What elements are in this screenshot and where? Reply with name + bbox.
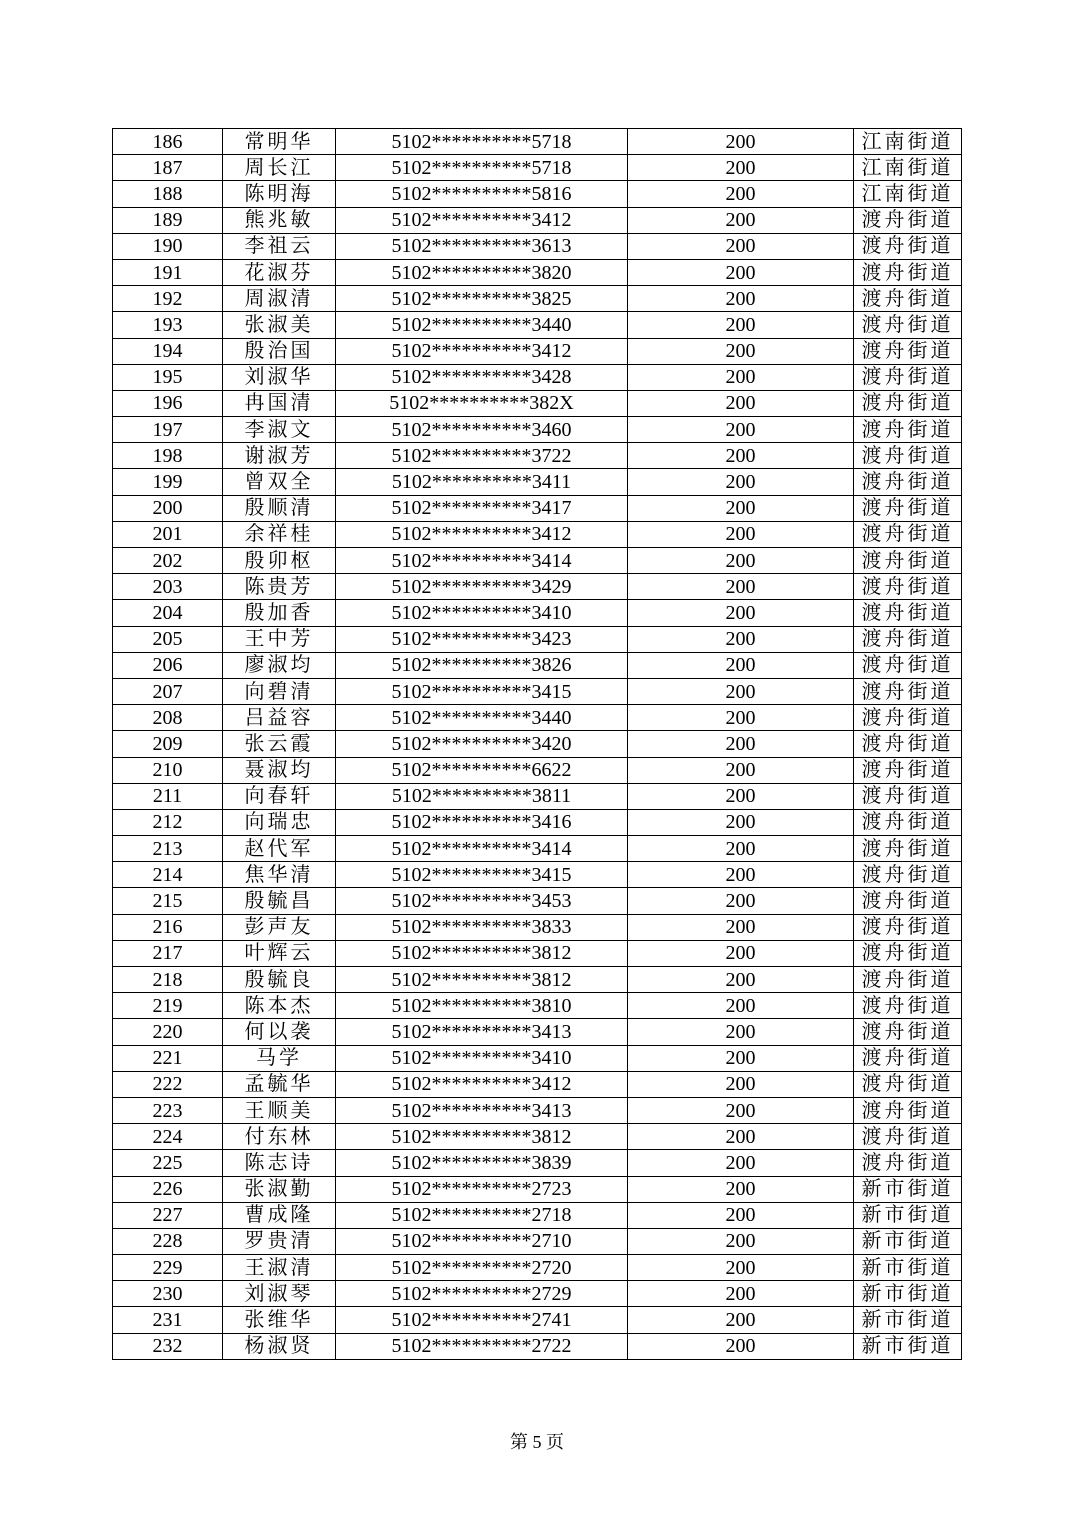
- row-number-cell: 220: [113, 1019, 223, 1045]
- row-number-cell: 225: [113, 1150, 223, 1176]
- street-cell: 渡舟街道: [854, 757, 962, 783]
- row-number-cell: 191: [113, 259, 223, 285]
- street-cell: 渡舟街道: [854, 809, 962, 835]
- table-row: [113, 940, 962, 966]
- row-number-cell: 214: [113, 862, 223, 888]
- street-cell: 渡舟街道: [854, 652, 962, 678]
- id-number-cell: 5102**********2729: [336, 1281, 628, 1307]
- amount-cell: 200: [628, 548, 854, 574]
- amount-cell: 200: [628, 233, 854, 259]
- table-row: [113, 600, 962, 626]
- row-number-cell: 194: [113, 338, 223, 364]
- name-cell: 向瑞忠: [223, 809, 336, 835]
- row-number-cell: 210: [113, 757, 223, 783]
- id-number-cell: 5102**********3412: [336, 521, 628, 547]
- row-number-cell: 204: [113, 600, 223, 626]
- street-cell: 渡舟街道: [854, 469, 962, 495]
- id-number-cell: 5102**********382X: [336, 390, 628, 416]
- table-row: [113, 155, 962, 181]
- street-cell: 渡舟街道: [854, 836, 962, 862]
- table-row: [113, 626, 962, 652]
- row-number-cell: 221: [113, 1045, 223, 1071]
- row-number-cell: 199: [113, 469, 223, 495]
- id-number-cell: 5102**********3414: [336, 548, 628, 574]
- recipient-table-body: [113, 129, 962, 1360]
- table-row: [113, 181, 962, 207]
- table-row: [113, 364, 962, 390]
- amount-cell: 200: [628, 600, 854, 626]
- street-cell: 新市街道: [854, 1228, 962, 1254]
- street-cell: 渡舟街道: [854, 678, 962, 704]
- id-number-cell: 5102**********3417: [336, 495, 628, 521]
- id-number-cell: 5102**********2722: [336, 1333, 628, 1359]
- page-number: 第 5 页: [510, 1432, 564, 1452]
- street-cell: 渡舟街道: [854, 1045, 962, 1071]
- row-number-cell: 186: [113, 129, 223, 155]
- street-cell: 渡舟街道: [854, 417, 962, 443]
- id-number-cell: 5102**********3826: [336, 652, 628, 678]
- name-cell: 常明华: [223, 129, 336, 155]
- street-cell: 渡舟街道: [854, 705, 962, 731]
- table-row: [113, 1202, 962, 1228]
- table-row: [113, 259, 962, 285]
- table-row: [113, 705, 962, 731]
- street-cell: 渡舟街道: [854, 548, 962, 574]
- row-number-cell: 195: [113, 364, 223, 390]
- name-cell: 廖淑均: [223, 652, 336, 678]
- amount-cell: 200: [628, 469, 854, 495]
- table-row: [113, 1307, 962, 1333]
- amount-cell: 200: [628, 181, 854, 207]
- table-row: [113, 338, 962, 364]
- name-cell: 焦华清: [223, 862, 336, 888]
- street-cell: 渡舟街道: [854, 574, 962, 600]
- row-number-cell: 190: [113, 233, 223, 259]
- name-cell: 花淑芬: [223, 259, 336, 285]
- name-cell: 孟毓华: [223, 1071, 336, 1097]
- id-number-cell: 5102**********3820: [336, 259, 628, 285]
- amount-cell: 200: [628, 1124, 854, 1150]
- table-row: [113, 993, 962, 1019]
- name-cell: 付东林: [223, 1124, 336, 1150]
- id-number-cell: 5102**********3423: [336, 626, 628, 652]
- name-cell: 赵代军: [223, 836, 336, 862]
- table-row: [113, 548, 962, 574]
- row-number-cell: 211: [113, 783, 223, 809]
- amount-cell: 200: [628, 652, 854, 678]
- amount-cell: 200: [628, 312, 854, 338]
- name-cell: 曾双全: [223, 469, 336, 495]
- name-cell: 王中芳: [223, 626, 336, 652]
- id-number-cell: 5102**********3414: [336, 836, 628, 862]
- row-number-cell: 218: [113, 967, 223, 993]
- name-cell: 谢淑芳: [223, 443, 336, 469]
- amount-cell: 200: [628, 574, 854, 600]
- row-number-cell: 212: [113, 809, 223, 835]
- table-row: [113, 129, 962, 155]
- name-cell: 陈志诗: [223, 1150, 336, 1176]
- name-cell: 殷治国: [223, 338, 336, 364]
- street-cell: 渡舟街道: [854, 1150, 962, 1176]
- id-number-cell: 5102**********2723: [336, 1176, 628, 1202]
- amount-cell: 200: [628, 783, 854, 809]
- id-number-cell: 5102**********3429: [336, 574, 628, 600]
- row-number-cell: 219: [113, 993, 223, 1019]
- amount-cell: 200: [628, 678, 854, 704]
- street-cell: 渡舟街道: [854, 233, 962, 259]
- id-number-cell: 5102**********2718: [336, 1202, 628, 1228]
- street-cell: 渡舟街道: [854, 993, 962, 1019]
- amount-cell: 200: [628, 1176, 854, 1202]
- amount-cell: 200: [628, 443, 854, 469]
- id-number-cell: 5102**********3839: [336, 1150, 628, 1176]
- name-cell: 冉国清: [223, 390, 336, 416]
- name-cell: 马学: [223, 1045, 336, 1071]
- id-number-cell: 5102**********3412: [336, 338, 628, 364]
- table-row: [113, 757, 962, 783]
- row-number-cell: 209: [113, 731, 223, 757]
- street-cell: 渡舟街道: [854, 364, 962, 390]
- id-number-cell: 5102**********5718: [336, 129, 628, 155]
- name-cell: 杨淑贤: [223, 1333, 336, 1359]
- table-row: [113, 678, 962, 704]
- id-number-cell: 5102**********6622: [336, 757, 628, 783]
- row-number-cell: 227: [113, 1202, 223, 1228]
- street-cell: 渡舟街道: [854, 967, 962, 993]
- table-row: [113, 1019, 962, 1045]
- id-number-cell: 5102**********3410: [336, 600, 628, 626]
- table-row: [113, 495, 962, 521]
- street-cell: 新市街道: [854, 1281, 962, 1307]
- name-cell: 张云霞: [223, 731, 336, 757]
- street-cell: 渡舟街道: [854, 443, 962, 469]
- name-cell: 曹成隆: [223, 1202, 336, 1228]
- amount-cell: 200: [628, 757, 854, 783]
- row-number-cell: 188: [113, 181, 223, 207]
- street-cell: 新市街道: [854, 1307, 962, 1333]
- row-number-cell: 232: [113, 1333, 223, 1359]
- amount-cell: 200: [628, 705, 854, 731]
- street-cell: 新市街道: [854, 1333, 962, 1359]
- table-row: [113, 390, 962, 416]
- street-cell: 渡舟街道: [854, 1124, 962, 1150]
- amount-cell: 200: [628, 286, 854, 312]
- street-cell: 渡舟街道: [854, 862, 962, 888]
- amount-cell: 200: [628, 417, 854, 443]
- id-number-cell: 5102**********3812: [336, 1124, 628, 1150]
- row-number-cell: 208: [113, 705, 223, 731]
- street-cell: 江南街道: [854, 155, 962, 181]
- table-row: [113, 967, 962, 993]
- name-cell: 周淑清: [223, 286, 336, 312]
- row-number-cell: 193: [113, 312, 223, 338]
- table-row: [113, 783, 962, 809]
- amount-cell: 200: [628, 940, 854, 966]
- row-number-cell: 230: [113, 1281, 223, 1307]
- amount-cell: 200: [628, 626, 854, 652]
- name-cell: 陈明海: [223, 181, 336, 207]
- id-number-cell: 5102**********5718: [336, 155, 628, 181]
- table-row: [113, 469, 962, 495]
- table-row: [113, 862, 962, 888]
- street-cell: 渡舟街道: [854, 521, 962, 547]
- id-number-cell: 5102**********3415: [336, 678, 628, 704]
- name-cell: 向春轩: [223, 783, 336, 809]
- street-cell: 渡舟街道: [854, 495, 962, 521]
- table-row: [113, 443, 962, 469]
- id-number-cell: 5102**********2710: [336, 1228, 628, 1254]
- row-number-cell: 202: [113, 548, 223, 574]
- id-number-cell: 5102**********3416: [336, 809, 628, 835]
- row-number-cell: 213: [113, 836, 223, 862]
- row-number-cell: 200: [113, 495, 223, 521]
- table-row: [113, 417, 962, 443]
- name-cell: 殷顺清: [223, 495, 336, 521]
- name-cell: 余祥桂: [223, 521, 336, 547]
- street-cell: 渡舟街道: [854, 390, 962, 416]
- amount-cell: 200: [628, 993, 854, 1019]
- street-cell: 渡舟街道: [854, 1097, 962, 1123]
- table-row: [113, 1150, 962, 1176]
- row-number-cell: 231: [113, 1307, 223, 1333]
- name-cell: 向碧清: [223, 678, 336, 704]
- amount-cell: 200: [628, 259, 854, 285]
- amount-cell: 200: [628, 390, 854, 416]
- street-cell: 渡舟街道: [854, 1071, 962, 1097]
- id-number-cell: 5102**********3410: [336, 1045, 628, 1071]
- id-number-cell: 5102**********2720: [336, 1255, 628, 1281]
- street-cell: 渡舟街道: [854, 940, 962, 966]
- name-cell: 吕益容: [223, 705, 336, 731]
- id-number-cell: 5102**********3415: [336, 862, 628, 888]
- id-number-cell: 5102**********3420: [336, 731, 628, 757]
- table-row: [113, 207, 962, 233]
- row-number-cell: 196: [113, 390, 223, 416]
- amount-cell: 200: [628, 809, 854, 835]
- name-cell: 殷加香: [223, 600, 336, 626]
- amount-cell: 200: [628, 338, 854, 364]
- street-cell: 渡舟街道: [854, 338, 962, 364]
- table-row: [113, 914, 962, 940]
- name-cell: 彭声友: [223, 914, 336, 940]
- amount-cell: 200: [628, 731, 854, 757]
- row-number-cell: 198: [113, 443, 223, 469]
- street-cell: 渡舟街道: [854, 783, 962, 809]
- amount-cell: 200: [628, 129, 854, 155]
- amount-cell: 200: [628, 1045, 854, 1071]
- name-cell: 刘淑琴: [223, 1281, 336, 1307]
- table-row: [113, 1333, 962, 1359]
- amount-cell: 200: [628, 1150, 854, 1176]
- row-number-cell: 215: [113, 888, 223, 914]
- street-cell: 江南街道: [854, 129, 962, 155]
- street-cell: 新市街道: [854, 1202, 962, 1228]
- street-cell: 渡舟街道: [854, 312, 962, 338]
- table-row: [113, 1045, 962, 1071]
- amount-cell: 200: [628, 862, 854, 888]
- amount-cell: 200: [628, 207, 854, 233]
- name-cell: 李淑文: [223, 417, 336, 443]
- recipient-table: [112, 128, 962, 1360]
- id-number-cell: 5102**********5816: [336, 181, 628, 207]
- id-number-cell: 5102**********3825: [336, 286, 628, 312]
- id-number-cell: 5102**********3613: [336, 233, 628, 259]
- id-number-cell: 5102**********3412: [336, 207, 628, 233]
- table-row: [113, 1124, 962, 1150]
- id-number-cell: 5102**********3440: [336, 312, 628, 338]
- name-cell: 李祖云: [223, 233, 336, 259]
- row-number-cell: 203: [113, 574, 223, 600]
- street-cell: 渡舟街道: [854, 888, 962, 914]
- amount-cell: 200: [628, 914, 854, 940]
- id-number-cell: 5102**********2741: [336, 1307, 628, 1333]
- name-cell: 熊兆敏: [223, 207, 336, 233]
- table-row: [113, 1228, 962, 1254]
- id-number-cell: 5102**********3833: [336, 914, 628, 940]
- street-cell: 江南街道: [854, 181, 962, 207]
- amount-cell: 200: [628, 1307, 854, 1333]
- id-number-cell: 5102**********3413: [336, 1097, 628, 1123]
- row-number-cell: 205: [113, 626, 223, 652]
- row-number-cell: 223: [113, 1097, 223, 1123]
- amount-cell: 200: [628, 1228, 854, 1254]
- id-number-cell: 5102**********3411: [336, 469, 628, 495]
- id-number-cell: 5102**********3428: [336, 364, 628, 390]
- name-cell: 张淑勤: [223, 1176, 336, 1202]
- amount-cell: 200: [628, 967, 854, 993]
- amount-cell: 200: [628, 364, 854, 390]
- street-cell: 渡舟街道: [854, 207, 962, 233]
- row-number-cell: 228: [113, 1228, 223, 1254]
- name-cell: 殷卯枢: [223, 548, 336, 574]
- row-number-cell: 224: [113, 1124, 223, 1150]
- id-number-cell: 5102**********3810: [336, 993, 628, 1019]
- amount-cell: 200: [628, 836, 854, 862]
- street-cell: 渡舟街道: [854, 626, 962, 652]
- table-row: [113, 312, 962, 338]
- name-cell: 殷毓昌: [223, 888, 336, 914]
- table-row: [113, 1255, 962, 1281]
- name-cell: 陈本杰: [223, 993, 336, 1019]
- street-cell: 渡舟街道: [854, 1019, 962, 1045]
- row-number-cell: 229: [113, 1255, 223, 1281]
- id-number-cell: 5102**********3412: [336, 1071, 628, 1097]
- name-cell: 罗贵清: [223, 1228, 336, 1254]
- id-number-cell: 5102**********3440: [336, 705, 628, 731]
- row-number-cell: 216: [113, 914, 223, 940]
- amount-cell: 200: [628, 1333, 854, 1359]
- row-number-cell: 189: [113, 207, 223, 233]
- amount-cell: 200: [628, 1255, 854, 1281]
- row-number-cell: 226: [113, 1176, 223, 1202]
- street-cell: 渡舟街道: [854, 914, 962, 940]
- table-row: [113, 731, 962, 757]
- name-cell: 聂淑均: [223, 757, 336, 783]
- table-row: [113, 233, 962, 259]
- row-number-cell: 217: [113, 940, 223, 966]
- table-row: [113, 286, 962, 312]
- street-cell: 新市街道: [854, 1176, 962, 1202]
- id-number-cell: 5102**********3811: [336, 783, 628, 809]
- row-number-cell: 197: [113, 417, 223, 443]
- id-number-cell: 5102**********3460: [336, 417, 628, 443]
- row-number-cell: 192: [113, 286, 223, 312]
- table-row: [113, 521, 962, 547]
- row-number-cell: 206: [113, 652, 223, 678]
- row-number-cell: 207: [113, 678, 223, 704]
- name-cell: 殷毓良: [223, 967, 336, 993]
- amount-cell: 200: [628, 1097, 854, 1123]
- id-number-cell: 5102**********3812: [336, 940, 628, 966]
- table-row: [113, 1071, 962, 1097]
- amount-cell: 200: [628, 888, 854, 914]
- id-number-cell: 5102**********3413: [336, 1019, 628, 1045]
- amount-cell: 200: [628, 155, 854, 181]
- table-row: [113, 888, 962, 914]
- street-cell: 渡舟街道: [854, 600, 962, 626]
- table-row: [113, 1176, 962, 1202]
- amount-cell: 200: [628, 495, 854, 521]
- table-row: [113, 1281, 962, 1307]
- name-cell: 张维华: [223, 1307, 336, 1333]
- name-cell: 王淑清: [223, 1255, 336, 1281]
- name-cell: 周长江: [223, 155, 336, 181]
- row-number-cell: 222: [113, 1071, 223, 1097]
- id-number-cell: 5102**********3453: [336, 888, 628, 914]
- amount-cell: 200: [628, 1071, 854, 1097]
- row-number-cell: 187: [113, 155, 223, 181]
- table-row: [113, 574, 962, 600]
- table-row: [113, 809, 962, 835]
- amount-cell: 200: [628, 1019, 854, 1045]
- amount-cell: 200: [628, 1281, 854, 1307]
- name-cell: 张淑美: [223, 312, 336, 338]
- street-cell: 渡舟街道: [854, 731, 962, 757]
- street-cell: 新市街道: [854, 1255, 962, 1281]
- table-row: [113, 652, 962, 678]
- id-number-cell: 5102**********3722: [336, 443, 628, 469]
- amount-cell: 200: [628, 521, 854, 547]
- table-row: [113, 836, 962, 862]
- name-cell: 叶辉云: [223, 940, 336, 966]
- street-cell: 渡舟街道: [854, 286, 962, 312]
- amount-cell: 200: [628, 1202, 854, 1228]
- name-cell: 何以袭: [223, 1019, 336, 1045]
- name-cell: 刘淑华: [223, 364, 336, 390]
- street-cell: 渡舟街道: [854, 259, 962, 285]
- name-cell: 王顺美: [223, 1097, 336, 1123]
- table-row: [113, 1097, 962, 1123]
- id-number-cell: 5102**********3812: [336, 967, 628, 993]
- row-number-cell: 201: [113, 521, 223, 547]
- name-cell: 陈贵芳: [223, 574, 336, 600]
